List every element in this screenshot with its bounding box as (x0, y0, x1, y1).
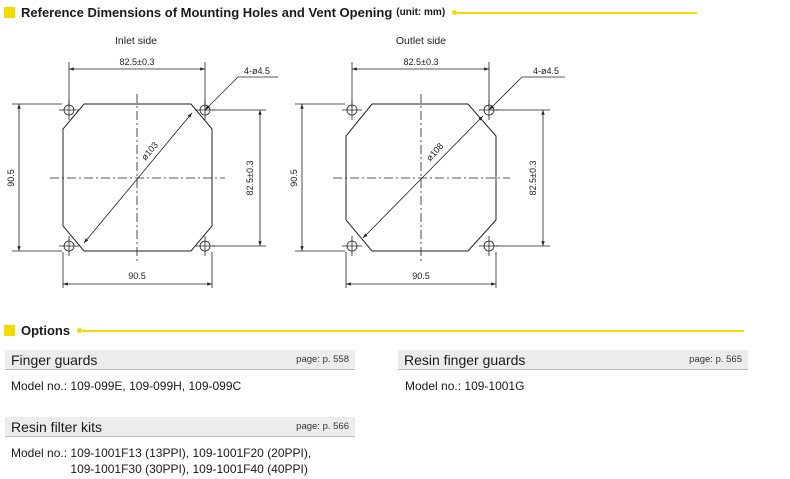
reference-title: Reference Dimensions of Mounting Holes and Vent Opening (21, 5, 393, 20)
section-marker (4, 325, 15, 336)
reference-section-header (4, 5, 697, 20)
options-title: Options (21, 323, 71, 338)
model-list (70, 445, 311, 477)
model-list: 109-1001G (464, 379, 525, 393)
inlet-diameter: ø103 (139, 139, 161, 163)
outlet-diameter: ø108 (424, 141, 446, 163)
outlet-bottom-dim: 90.5 (412, 271, 430, 281)
finger-guards-title: Finger guards (11, 351, 98, 368)
outlet-diagram (289, 35, 565, 288)
model-label: Model no.: (11, 446, 68, 460)
outlet-holes-label: 4-ø4.5 (533, 66, 560, 76)
resin-filter-kits-bar (5, 417, 355, 437)
outlet-left-dim: 90.5 (289, 169, 299, 187)
inlet-top-dim: 82.5±0.3 (119, 57, 155, 67)
finger-guards-models (11, 378, 241, 394)
resin-finger-guards-models (405, 378, 524, 394)
model-label: Model no.: (405, 379, 462, 393)
header-rule (457, 12, 697, 14)
outlet-right-dim: 82.5±0.3 (528, 160, 538, 196)
inlet-bottom-dim: 90.5 (128, 271, 146, 281)
resin-finger-guards-title: Resin finger guards (404, 351, 526, 368)
inlet-side-label: Inlet side (114, 35, 158, 47)
unit-label: (unit: mm) (396, 7, 446, 18)
resin-filter-kits-models (11, 445, 311, 477)
model-label: Model no.: (11, 379, 68, 393)
model-list: 109-099E, 109-099H, 109-099C (70, 379, 242, 393)
outlet-top-dim: 82.5±0.3 (403, 57, 439, 67)
options-section-header (4, 323, 744, 338)
resin-finger-guards-bar (398, 350, 748, 370)
header-rule (82, 330, 744, 332)
resin-filter-kits-page[interactable]: page: p. 566 (296, 421, 349, 432)
inlet-left-dim: 90.5 (6, 169, 16, 187)
finger-guards-bar (5, 350, 355, 370)
inlet-holes-label: 4-ø4.5 (244, 66, 271, 76)
model-list-line-2: 109-1001F30 (30PPI), 109-1001F40 (40PPI) (70, 462, 308, 476)
inlet-right-dim: 82.5±0.3 (245, 160, 255, 196)
section-marker (4, 7, 15, 18)
model-list-line-1: 109-1001F13 (13PPI), 109-1001F20 (20PPI), (70, 446, 312, 460)
mounting-dimensions-drawing (0, 26, 790, 296)
inlet-diagram (6, 35, 278, 288)
resin-filter-kits-title: Resin filter kits (11, 418, 103, 435)
finger-guards-page[interactable]: page: p. 558 (296, 354, 349, 365)
outlet-side-label: Outlet side (395, 35, 447, 47)
resin-finger-guards-page[interactable]: page: p. 565 (689, 354, 742, 365)
